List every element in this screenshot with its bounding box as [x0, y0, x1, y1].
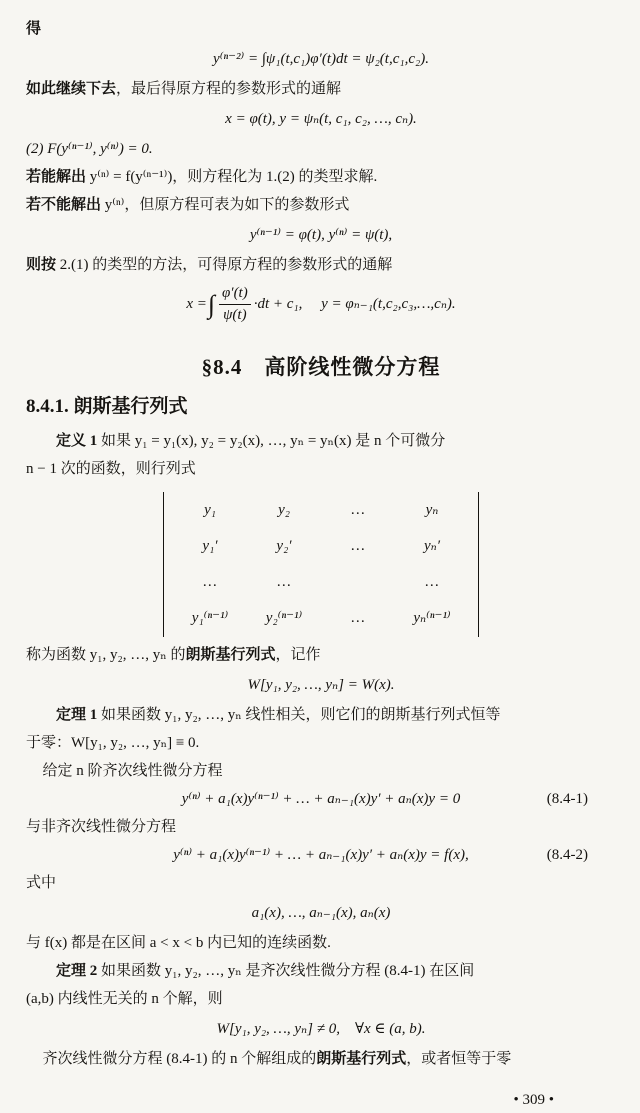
paragraph-then-by-rest: 2.(1) 的类型的方法，可得原方程的参数形式的通解	[56, 257, 393, 273]
theorem-1-line1	[26, 703, 616, 728]
theorem-2-line2: (a,b) 内线性无关的 n 个解，则	[26, 990, 223, 1007]
determinant-bars	[163, 492, 479, 637]
det-cell: …	[351, 609, 365, 626]
definition-1-line2: n − 1 次的函数，则行列式	[26, 460, 196, 477]
equation-841	[26, 787, 616, 812]
wronskian-determinant	[26, 492, 616, 637]
det-cell: yₙ′	[423, 537, 441, 554]
equation-842-body: y⁽ⁿ⁾ + a₁(x)y⁽ⁿ⁻¹⁾ + … + aₙ₋₁(x)y′ + aₙ(x)y = f(x),	[173, 846, 469, 863]
paragraph-not-solvable-rest: y⁽ⁿ⁾，但原方程可表为如下的参数形式	[101, 197, 350, 213]
paragraph-solvable-rest: y⁽ⁿ⁾ = f(y⁽ⁿ⁻¹⁾)，则方程化为 1.(2) 的类型求解.	[86, 169, 378, 185]
paragraph-not-solvable-lead: 若不能解出	[26, 197, 102, 213]
theorem-2-text: 如果函数 y₁, y₂, …, yₙ 是齐次线性微分方程 (8.4-1) 在区间	[97, 962, 475, 979]
det-cell: …	[351, 501, 365, 518]
formula-parametric: y⁽ⁿ⁻¹⁾ = φ(t), y⁽ⁿ⁾ = ψ(t),	[249, 227, 393, 243]
det-cell: y₁	[204, 501, 216, 518]
paragraph-nonhomogeneous: 与非齐次线性微分方程	[26, 818, 177, 835]
theorem-2-line1	[26, 959, 616, 984]
section-heading: §8.4 高阶线性微分方程	[201, 354, 441, 379]
theorem-1-text: 如果函数 y₁, y₂, …, yₙ 线性相关，则它们的朗斯基行列式恒等	[97, 706, 501, 723]
det-cell: …	[203, 573, 217, 590]
formula-w-notation: W[y₁, y₂, …, yₙ] = W(x).	[247, 676, 395, 693]
paragraph-continue	[26, 77, 616, 102]
integral-sign: ∫	[207, 290, 215, 320]
formula-w-nonzero: W[y₁, y₂, …, yₙ] ≠ 0, ∀x ∈ (a, b).	[216, 1020, 426, 1037]
paragraph-called-prefix: 称为函数 y₁, y₂, …, yₙ 的	[26, 646, 186, 663]
formula-coefficients: a₁(x), …, aₙ₋₁(x), aₙ(x)	[251, 904, 391, 921]
paragraph-continue-rest: ，最后得原方程的参数形式的通解	[116, 81, 342, 97]
wronskian-term: 朗斯基行列式	[185, 646, 276, 663]
paragraph-called	[26, 643, 616, 668]
paragraph-not-solvable	[26, 193, 616, 218]
paragraph-continuous: 与 f(x) 都是在区间 a < x < b 内已知的连续函数.	[26, 934, 331, 951]
paragraph-final	[26, 1047, 616, 1072]
formula-integral-prefix: x =	[186, 295, 207, 312]
det-cell: …	[277, 573, 291, 590]
paragraph-continue-lead: 如此继续下去	[26, 81, 117, 97]
det-cell: yₙ	[425, 501, 439, 518]
definition-1-line1	[26, 429, 616, 454]
fraction-numerator: φ′(t)	[219, 284, 251, 305]
equation-841-tag: (8.4-1)	[546, 790, 588, 807]
paragraph-final-suffix: ，或者恒等于零	[406, 1050, 512, 1067]
equation-842	[26, 843, 616, 868]
equation-841-body: y⁽ⁿ⁾ + a₁(x)y⁽ⁿ⁻¹⁾ + … + aₙ₋₁(x)y′ + aₙ(x)y = 0	[181, 790, 461, 807]
paragraph-solvable	[26, 165, 616, 190]
determinant-grid	[180, 498, 462, 631]
theorem-2-label: 定理 2	[56, 962, 98, 979]
subsection-heading: 8.4.1. 朗斯基行列式	[26, 395, 188, 417]
det-cell: y₁⁽ⁿ⁻¹⁾	[191, 609, 229, 626]
det-cell: y₁′	[202, 537, 218, 554]
det-cell: y₂⁽ⁿ⁻¹⁾	[265, 609, 303, 626]
definition-1-label: 定义 1	[56, 432, 98, 449]
wronskian-term-2: 朗斯基行列式	[316, 1050, 407, 1067]
equation-842-tag: (8.4-2)	[546, 846, 588, 863]
fraction-denominator: ψ(t)	[223, 306, 247, 323]
definition-1-text: 如果 y₁ = y₁(x), y₂ = y₂(x), …, yₙ = yₙ(x) 是 n 个可微分	[97, 432, 446, 449]
page-number: • 309 •	[513, 1091, 554, 1108]
formula-y-n-2: y⁽ⁿ⁻²⁾ = ∫ψ₁(t,c₁)φ′(t)dt = ψ₂(t,c₁,c₂).	[213, 51, 429, 67]
formula-integral-suffix: ·dt + c₁, y = φₙ₋₁(t,c₂,c₃,…,cₙ).	[253, 295, 456, 312]
det-cell: y₂	[278, 501, 290, 518]
paragraph-solvable-lead: 若能解出	[26, 169, 87, 185]
det-cell: y₂′	[276, 537, 292, 554]
paragraph-final-prefix: 齐次线性微分方程 (8.4-1) 的 n 个解组成的	[42, 1050, 317, 1067]
det-cell: …	[425, 573, 439, 590]
det-cell: yₙ⁽ⁿ⁻¹⁾	[413, 609, 451, 626]
theorem-1-label: 定理 1	[56, 706, 98, 723]
formula-integral-solution	[26, 284, 616, 325]
paragraph-then-by	[26, 253, 616, 278]
paragraph-given: 给定 n 阶齐次线性微分方程	[42, 762, 223, 779]
paragraph-where: 式中	[26, 874, 57, 891]
paragraph-called-suffix: ，记作	[275, 646, 321, 663]
item-2-equation: (2) F(y⁽ⁿ⁻¹⁾, y⁽ⁿ⁾) = 0.	[26, 141, 153, 157]
paragraph-then-by-lead: 则按	[26, 257, 57, 273]
theorem-1-line2: 于零：W[y₁, y₂, …, yₙ] ≡ 0.	[26, 734, 200, 751]
det-cell: …	[351, 537, 365, 554]
formula-general-solution: x = φ(t), y = ψₙ(t, c₁, c₂, …, cₙ).	[225, 111, 417, 127]
fraction	[219, 284, 251, 325]
lead-word: 得	[26, 21, 42, 37]
